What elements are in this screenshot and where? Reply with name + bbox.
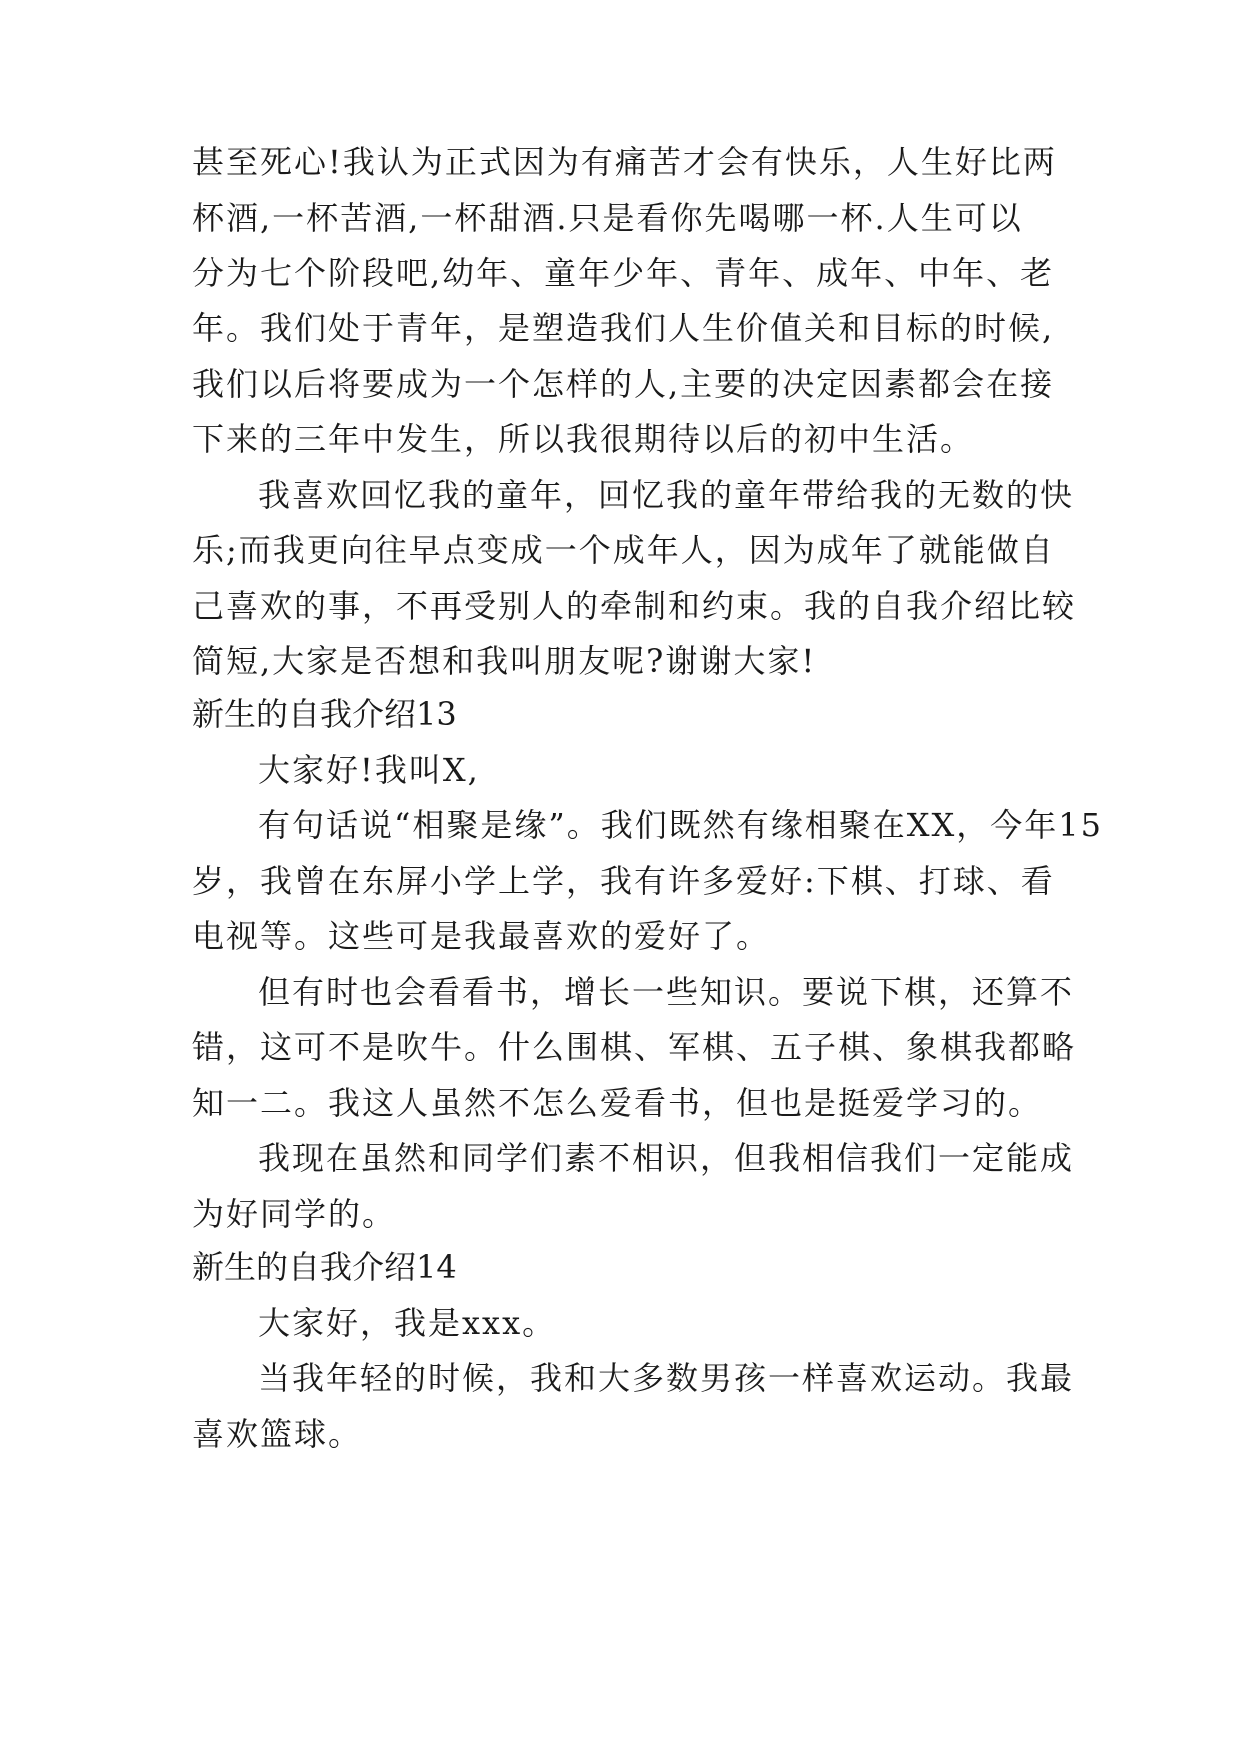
paragraph-line: 我喜欢回忆我的童年，回忆我的童年带给我的无数的快 (258, 476, 1075, 514)
paragraph-line: 大家好，我是xxx。 (258, 1304, 557, 1342)
paragraph-line: 我们以后将要成为一个怎样的人,主要的决定因素都会在接 (192, 365, 1055, 403)
paragraph-line: 杯酒,一杯苦酒,一杯甜酒.只是看你先喝哪一杯.人生可以 (192, 199, 1023, 237)
section-heading: 新生的自我介绍14 (192, 1248, 457, 1286)
paragraph-line: 当我年轻的时候，我和大多数男孩一样喜欢运动。我最 (258, 1359, 1075, 1397)
paragraph-line: 但有时也会看看书，增长一些知识。要说下棋，还算不 (258, 973, 1075, 1011)
paragraph-line: 喜欢篮球。 (192, 1415, 363, 1453)
paragraph-line: 分为七个阶段吧,幼年、童年少年、青年、成年、中年、老 (192, 254, 1055, 292)
paragraph-line: 下来的三年中发生，所以我很期待以后的初中生活。 (192, 420, 975, 458)
paragraph-line: 知一二。我这人虽然不怎么爱看书，但也是挺爱学习的。 (192, 1084, 1043, 1122)
paragraph-line: 我现在虽然和同学们素不相识，但我相信我们一定能成 (258, 1139, 1075, 1177)
paragraph-line: 错，这可不是吹牛。什么围棋、军棋、五子棋、象棋我都略 (192, 1028, 1077, 1066)
paragraph-line: 己喜欢的事，不再受别人的牵制和约束。我的自我介绍比较 (192, 587, 1077, 625)
paragraph-line: 甚至死心!我认为正式因为有痛苦才会有快乐，人生好比两 (192, 143, 1057, 181)
paragraph-line: 岁，我曾在东屏小学上学，我有许多爱好:下棋、打球、看 (192, 862, 1055, 900)
paragraph-line: 为好同学的。 (192, 1195, 397, 1233)
section-heading: 新生的自我介绍13 (192, 695, 457, 733)
paragraph-line: 电视等。这些可是我最喜欢的爱好了。 (192, 917, 771, 955)
paragraph-line: 大家好!我叫X, (258, 751, 480, 789)
paragraph-line: 简短,大家是否想和我叫朋友呢?谢谢大家! (192, 642, 817, 680)
paragraph-line: 有句话说“相聚是缘”。我们既然有缘相聚在XX，今年15 (258, 806, 1104, 844)
paragraph-line: 乐;而我更向往早点变成一个成年人，因为成年了就能做自 (192, 531, 1055, 569)
paragraph-line: 年。我们处于青年，是塑造我们人生价值关和目标的时候, (192, 309, 1055, 347)
